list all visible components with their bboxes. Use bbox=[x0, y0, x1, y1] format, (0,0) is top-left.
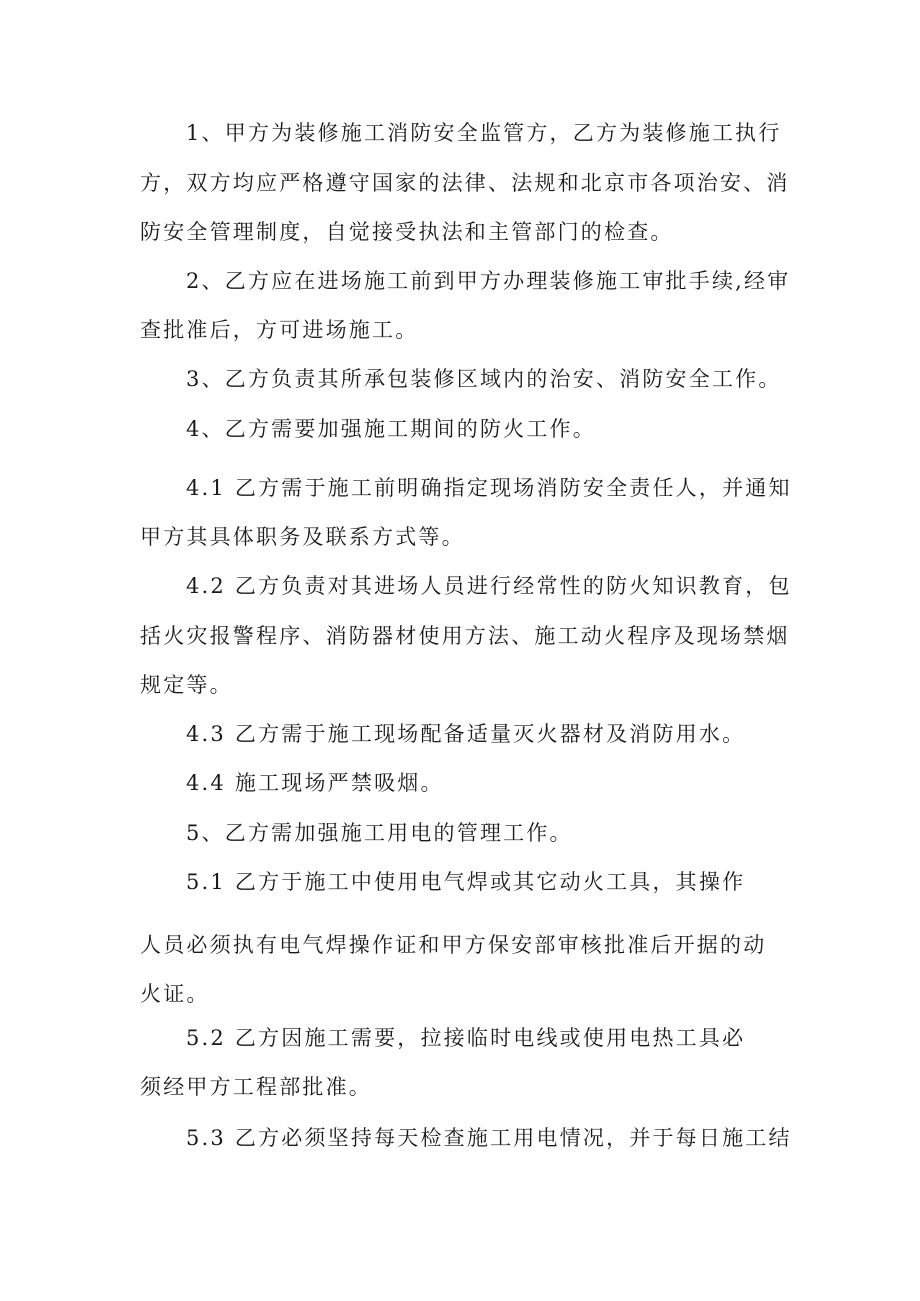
clause-4-4-line-1: 4.4 施工现场严禁吸烟。 bbox=[186, 771, 444, 795]
clause-5-2-line-2: 须经甲方工程部批准。 bbox=[140, 1075, 372, 1099]
clause-4-2-line-1: 4.2 乙方负责对其进场人员进行经常性的防火知识教育，包 bbox=[186, 574, 792, 598]
clause-5-1-line-3: 火证。 bbox=[140, 982, 210, 1006]
clause-4-2-line-2: 括火灾报警程序、消防器材使用方法、施工动火程序及现场禁烟 bbox=[140, 624, 790, 648]
clause-2-line-1: 2、乙方应在进场施工前到甲方办理装修施工审批手续,经审 bbox=[186, 269, 791, 293]
clause-1-line-3: 防安全管理制度，自觉接受执法和主管部门的检查。 bbox=[140, 220, 674, 244]
clause-5-3-line-1: 5.3 乙方必须坚持每天检查施工用电情况，并于每日施工结 bbox=[186, 1126, 792, 1150]
clause-4-2-line-3: 规定等。 bbox=[140, 673, 233, 697]
clause-4-3-line-1: 4.3 乙方需于施工现场配备适量灭火器材及消防用水。 bbox=[186, 722, 746, 746]
clause-2-line-2: 查批准后，方可进场施工。 bbox=[140, 318, 419, 342]
clause-1-line-1: 1、甲方为装修施工消防安全监管方，乙方为装修施工执行 bbox=[186, 121, 782, 145]
clause-5-line-1: 5、乙方需加强施工用电的管理工作。 bbox=[186, 821, 573, 845]
clause-3-line-1: 3、乙方负责其所承包装修区域内的治安、消防安全工作。 bbox=[186, 367, 782, 391]
clause-4-1-line-1: 4.1 乙方需于施工前明确指定现场消防安全责任人，并通知 bbox=[186, 476, 792, 500]
clause-4-line-1: 4、乙方需要加强施工期间的防火工作。 bbox=[186, 417, 596, 441]
clause-1-line-2: 方，双方均应严格遵守国家的法律、法规和北京市各项治安、消 bbox=[140, 171, 790, 195]
clause-5-1-line-1: 5.1 乙方于施工中使用电气焊或其它动火工具，其操作 bbox=[186, 870, 746, 894]
clause-5-2-line-1: 5.2 乙方因施工需要，拉接临时电线或使用电热工具必 bbox=[186, 1026, 746, 1050]
clause-5-1-line-2: 人员必须执有电气焊操作证和甲方保安部审核批准后开据的动 bbox=[140, 933, 767, 957]
clause-4-1-line-2: 甲方其具体职务及联系方式等。 bbox=[140, 525, 465, 549]
